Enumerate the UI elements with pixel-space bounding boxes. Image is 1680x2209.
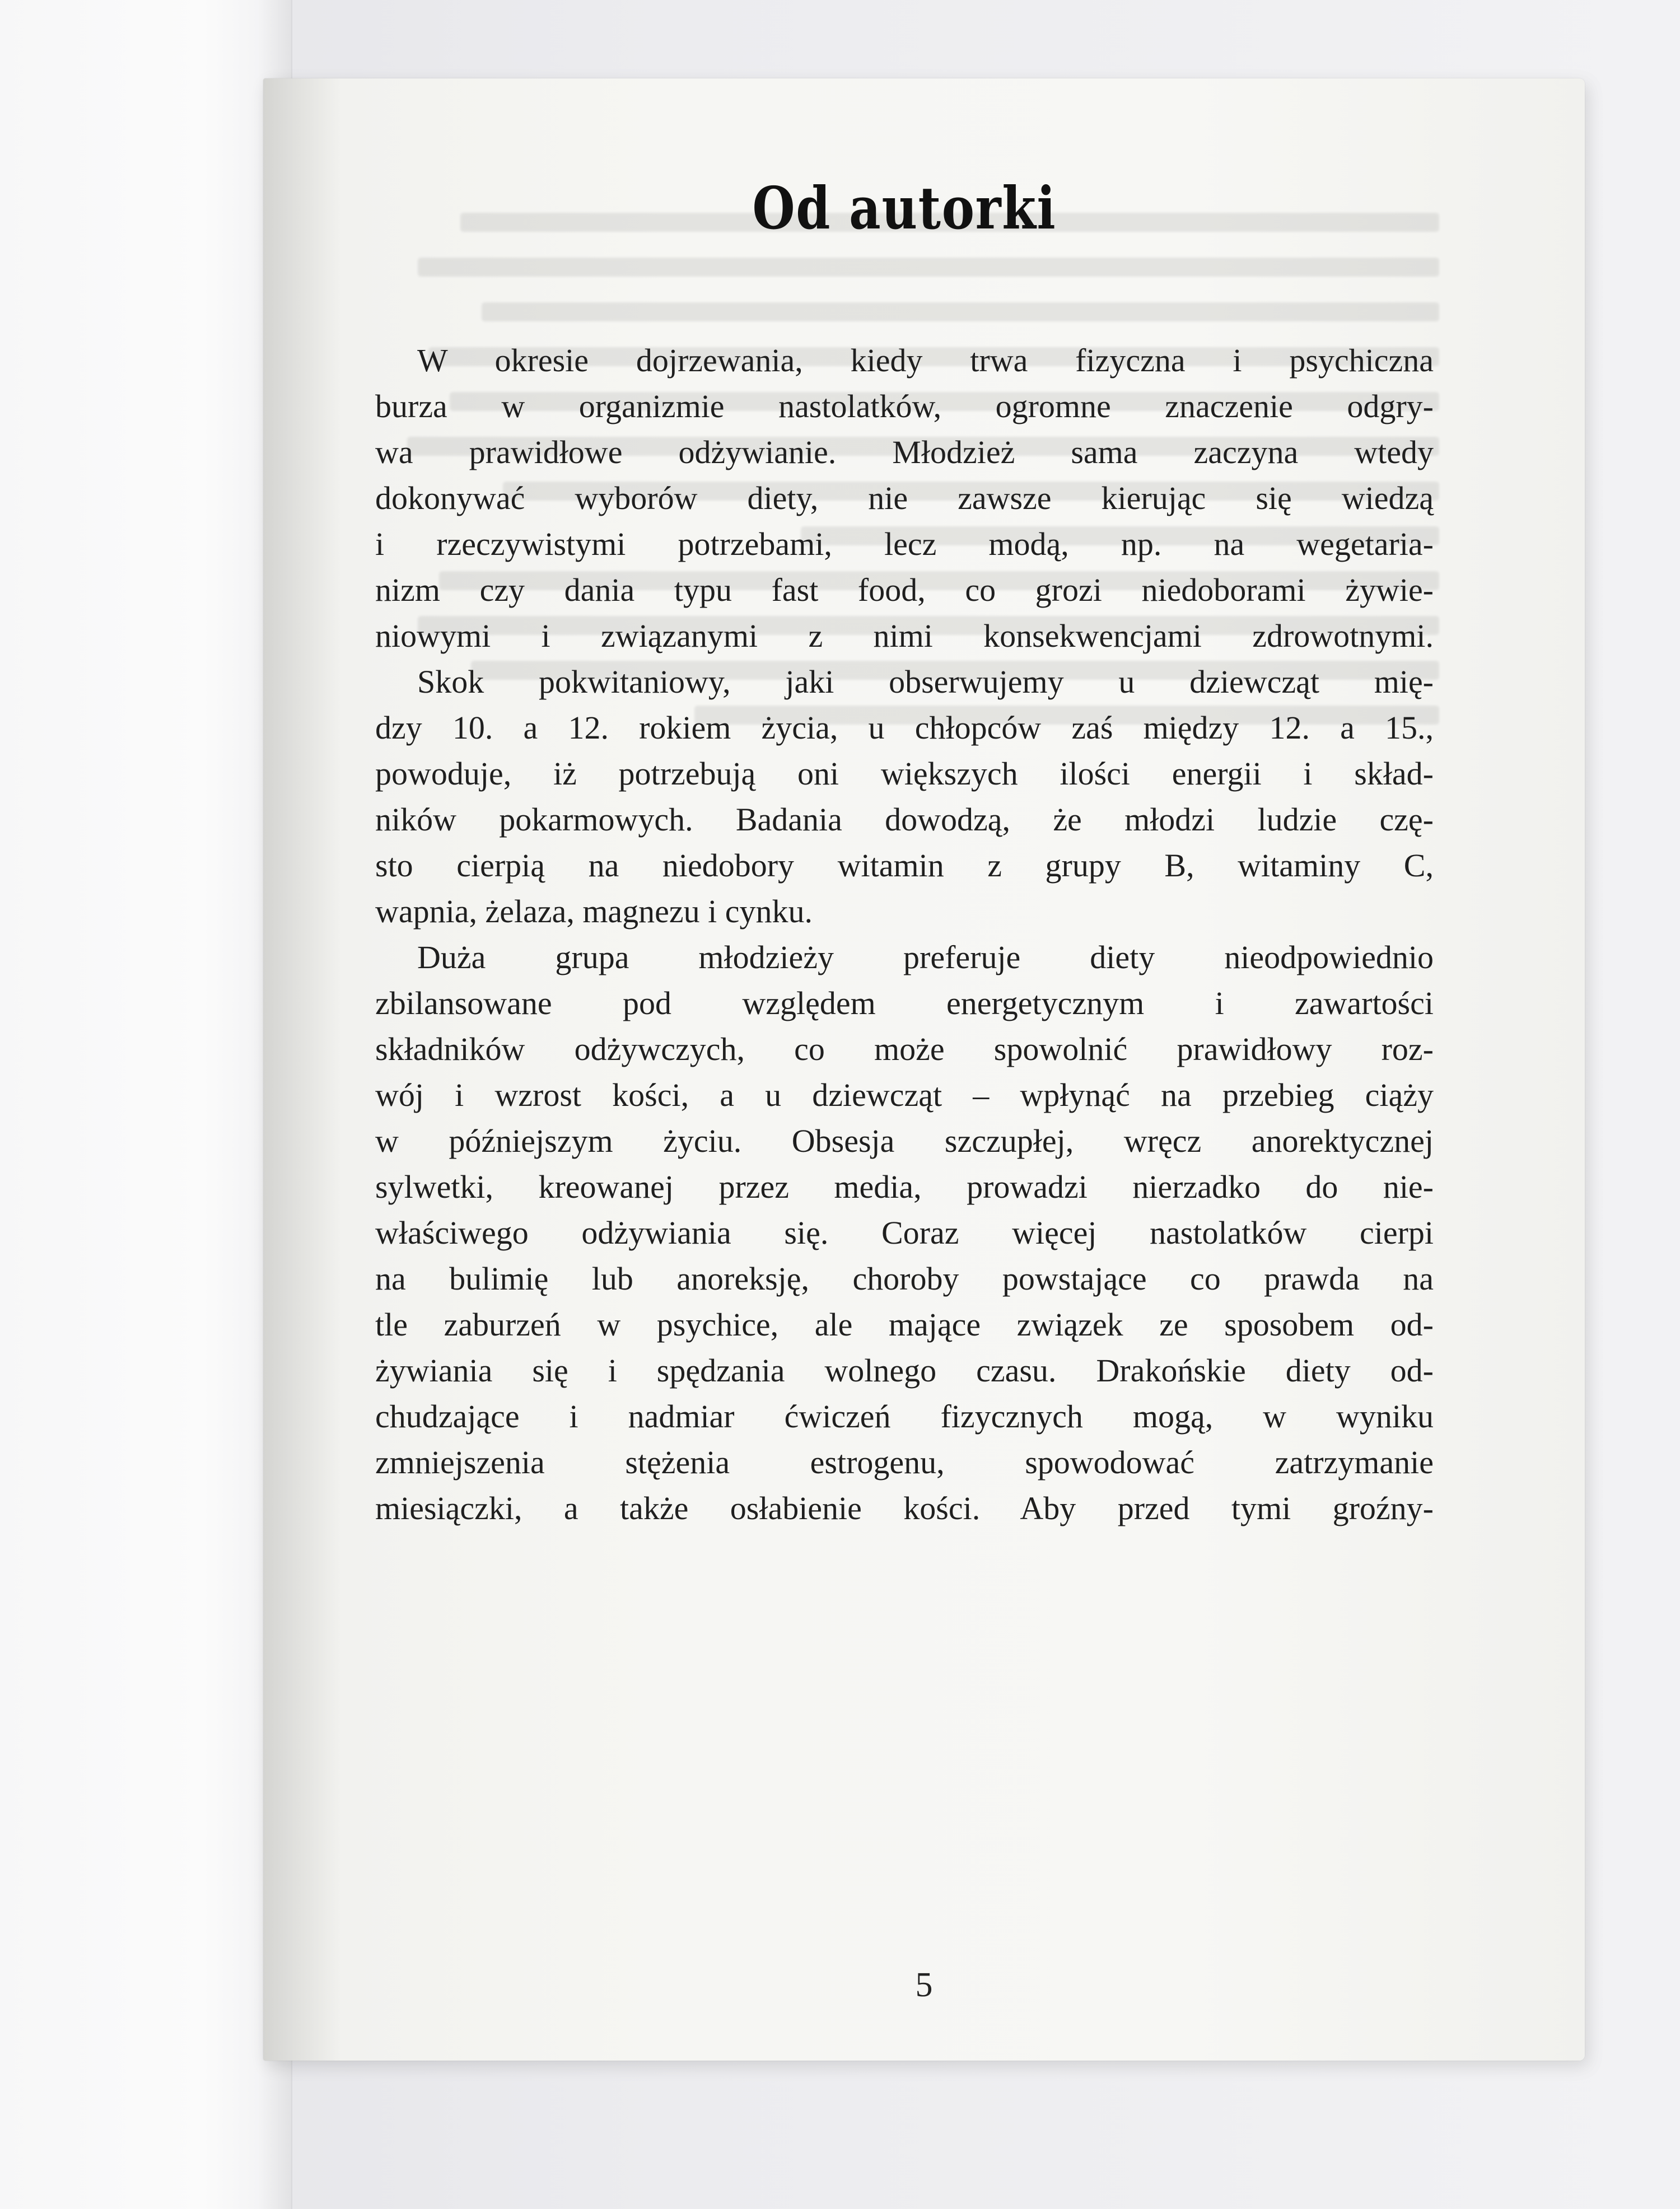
text-line: miesiączki, a także osłabienie kości. Aby przed tymi groźny- [375, 1490, 1434, 1526]
paragraph-2 [375, 659, 1434, 935]
text-line: wapnia, żelaza, magnezu i cynku. [375, 893, 813, 930]
left-facing-page [0, 0, 292, 2209]
text-line: chudzające i nadmiar ćwiczeń fizycznych mogą, w wyniku [375, 1398, 1434, 1435]
text-line: powoduje, iż potrzebują oni większych ilości energii i skład- [375, 755, 1434, 792]
text-line: ników pokarmowych. Badania dowodzą, że młodzi ludzie czę- [375, 801, 1434, 838]
page-content [375, 78, 1434, 1531]
text-line: zbilansowane pod względem energetycznym i zawartości [375, 985, 1434, 1021]
text-line: sylwetki, kreowanej przez media, prowadzi nierzadko do nie- [375, 1169, 1434, 1205]
text-line: właściwego odżywiania się. Coraz więcej nastolatków cierpi [375, 1215, 1434, 1251]
text-line: wój i wzrost kości, a u dziewcząt – wpłynąć na przebieg ciąży [375, 1077, 1434, 1113]
text-line: składników odżywczych, co może spowolnić prawidłowy roz- [375, 1031, 1434, 1067]
text-line: tle zaburzeń w psychice, ale mające związek ze sposobem od- [375, 1306, 1434, 1343]
text-line: zmniejszenia stężenia estrogenu, spowodować zatrzymanie [375, 1444, 1434, 1481]
text-line: niowymi i związanymi z nimi konsekwencjami zdrowotnymi. [375, 618, 1434, 654]
text-line: Skok pokwitaniowy, jaki obserwujemy u dziewcząt mię- [417, 664, 1434, 700]
text-line: burza w organizmie nastolatków, ogromne znaczenie odgry- [375, 388, 1434, 424]
text-line: wa prawidłowe odżywianie. Młodzież sama zaczyna wtedy [375, 434, 1434, 470]
text-line: dzy 10. a 12. rokiem życia, u chłopców zaś między 12. a 15., [375, 709, 1434, 746]
paragraph-3 [375, 935, 1434, 1531]
paragraph-1 [375, 338, 1434, 659]
text-line: na bulimię lub anoreksję, choroby powstające co prawda na [375, 1260, 1434, 1297]
spine-shadow [263, 78, 342, 2061]
text-line: Duża grupa młodzieży preferuje diety nieodpowiednio [417, 939, 1434, 975]
text-line: W okresie dojrzewania, kiedy trwa fizyczna i psychiczna [417, 342, 1434, 379]
chapter-heading: Od autorki [752, 174, 1057, 242]
text-line: dokonywać wyborów diety, nie zawsze kierując się wiedzą [375, 480, 1434, 516]
page-number: 5 [915, 1966, 933, 2004]
text-line: w późniejszym życiu. Obsesja szczupłej, wręcz anorektycznej [375, 1123, 1434, 1159]
book-page [263, 78, 1585, 2061]
text-line: nizm czy dania typu fast food, co grozi niedoborami żywie- [375, 572, 1434, 608]
text-line: sto cierpią na niedobory witamin z grupy B, witaminy C, [375, 847, 1434, 884]
text-line: żywiania się i spędzania wolnego czasu. Drakońskie diety od- [375, 1352, 1434, 1389]
text-line: i rzeczywistymi potrzebami, lecz modą, np. na wegetaria- [375, 526, 1434, 562]
